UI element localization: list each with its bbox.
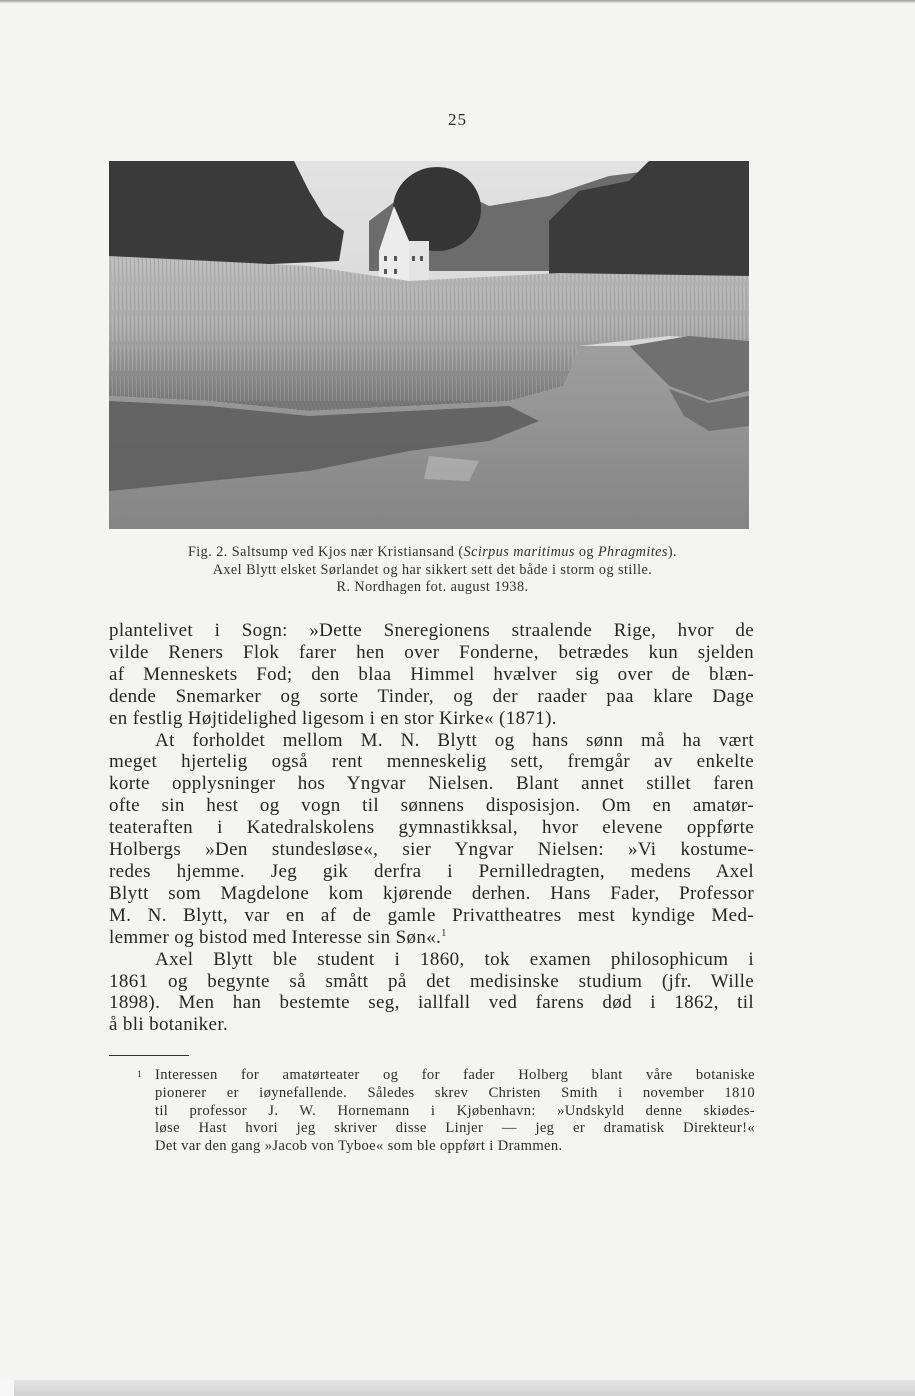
page-number: 25 bbox=[448, 110, 467, 129]
footnote-reference[interactable]: 1 bbox=[441, 927, 447, 939]
text-line: teateraften i Katedralskolens gymnastikksal, hvor elevene oppførte bbox=[109, 817, 754, 839]
footnote-line: løse Hast hvori jeg skriver disse Linjer — jeg er dramatisk Direkteur!« bbox=[155, 1120, 755, 1137]
caption-line-2: Axel Blytt elsket Sørlandet og har sikkert sett det både i storm og stille. bbox=[212, 561, 653, 578]
text-line: dende Snemarker og sorte Tinder, og der raader paa klare Dage bbox=[109, 685, 754, 707]
page-edge-bottom bbox=[0, 1380, 915, 1396]
page-edge-top bbox=[0, 0, 915, 3]
caption-line-1 bbox=[100, 544, 765, 562]
text-line: en festlig Højtidelighed ligesom i en stor Kirke« (1871). bbox=[109, 707, 557, 729]
paragraph-1 bbox=[109, 620, 754, 730]
marsh-photo bbox=[109, 161, 749, 529]
text-line: M. N. Blytt, var en af de gamle Privattheatres mest kyndige Med- bbox=[109, 904, 754, 926]
text-line-with-footnote bbox=[109, 927, 754, 949]
text-line: plantelivet i Sogn: »Dette Sneregionens straalende Rige, hvor de bbox=[109, 620, 754, 641]
footnote-marker: 1 bbox=[137, 1070, 143, 1080]
text-line: Blytt som Magdelone kom kjørende derhen. Hans Fader, Professor bbox=[109, 882, 754, 904]
text-line: korte opplysninger hos Yngvar Nielsen. Blant annet stillet faren bbox=[109, 773, 754, 795]
footnote bbox=[137, 1067, 755, 1156]
text-line: 1898). Men han bestemte seg, iallfall ved farens død i 1862, til bbox=[109, 992, 754, 1014]
caption-text-after: ). bbox=[667, 544, 678, 560]
text-line: 1861 og begynte så smått på det medisinske studium (jfr. Wille bbox=[109, 970, 754, 992]
text-line: Axel Blytt ble student i 1860, tok examen philosophicum i bbox=[155, 948, 754, 970]
text-line: vilde Reners Flok farer hen over Fonderne, betrædes kun sjelden bbox=[109, 641, 754, 663]
footnote-line: pionerer er iøynefallende. Således skrev Christen Smith i november 1810 bbox=[155, 1084, 755, 1101]
text-line: lemmer og bistod med Interesse sin Søn«. bbox=[109, 926, 442, 948]
text-line: ofte sin hest og vogn til sønnens disposisjon. Om en amatør- bbox=[109, 795, 754, 817]
caption-line-3: R. Nordhagen fot. august 1938. bbox=[336, 579, 529, 595]
text-line: redes hjemme. Jeg gik derfra i Pernilledragten, medens Axel bbox=[109, 860, 754, 882]
paragraph-2 bbox=[109, 730, 754, 949]
caption-species-1: Scirpus maritimus bbox=[463, 544, 575, 560]
text-line: af Menneskets Fod; den blaa Himmel hvælver sig over de blæn- bbox=[109, 663, 754, 685]
figure-caption bbox=[100, 544, 765, 597]
caption-label: Fig. 2. bbox=[187, 544, 228, 560]
footnote-divider bbox=[109, 1055, 189, 1056]
text-line: Holbergs »Den stundesløse«, sier Yngvar Nielsen: »Vi kostume- bbox=[109, 839, 754, 861]
text-line: å bli botaniker. bbox=[109, 1014, 229, 1036]
figure-photograph bbox=[109, 161, 749, 529]
footnote-line: til professor J. W. Hornemann i Kjøbenhavn: »Undskyld denne skiødes- bbox=[155, 1102, 755, 1119]
text-line: meget hjertelig også rent menneskelig sett, fremgår av enkelte bbox=[109, 751, 754, 773]
body-text bbox=[109, 620, 754, 1036]
footnote-line: Interessen for amatørteater og for fader Holberg blant våre botaniske bbox=[155, 1067, 755, 1083]
caption-species-2: Phragmites bbox=[597, 544, 668, 560]
paragraph-3 bbox=[109, 949, 754, 1037]
text-line: At forholdet mellom M. N. Blytt og hans sønn må ha vært bbox=[155, 729, 754, 751]
caption-text-before: Saltsump ved Kjos nær Kristiansand ( bbox=[231, 544, 464, 560]
caption-text-mid: og bbox=[574, 544, 598, 560]
footnote-line: Det var den gang »Jacob von Tyboe« som ble oppført i Drammen. bbox=[155, 1138, 563, 1155]
